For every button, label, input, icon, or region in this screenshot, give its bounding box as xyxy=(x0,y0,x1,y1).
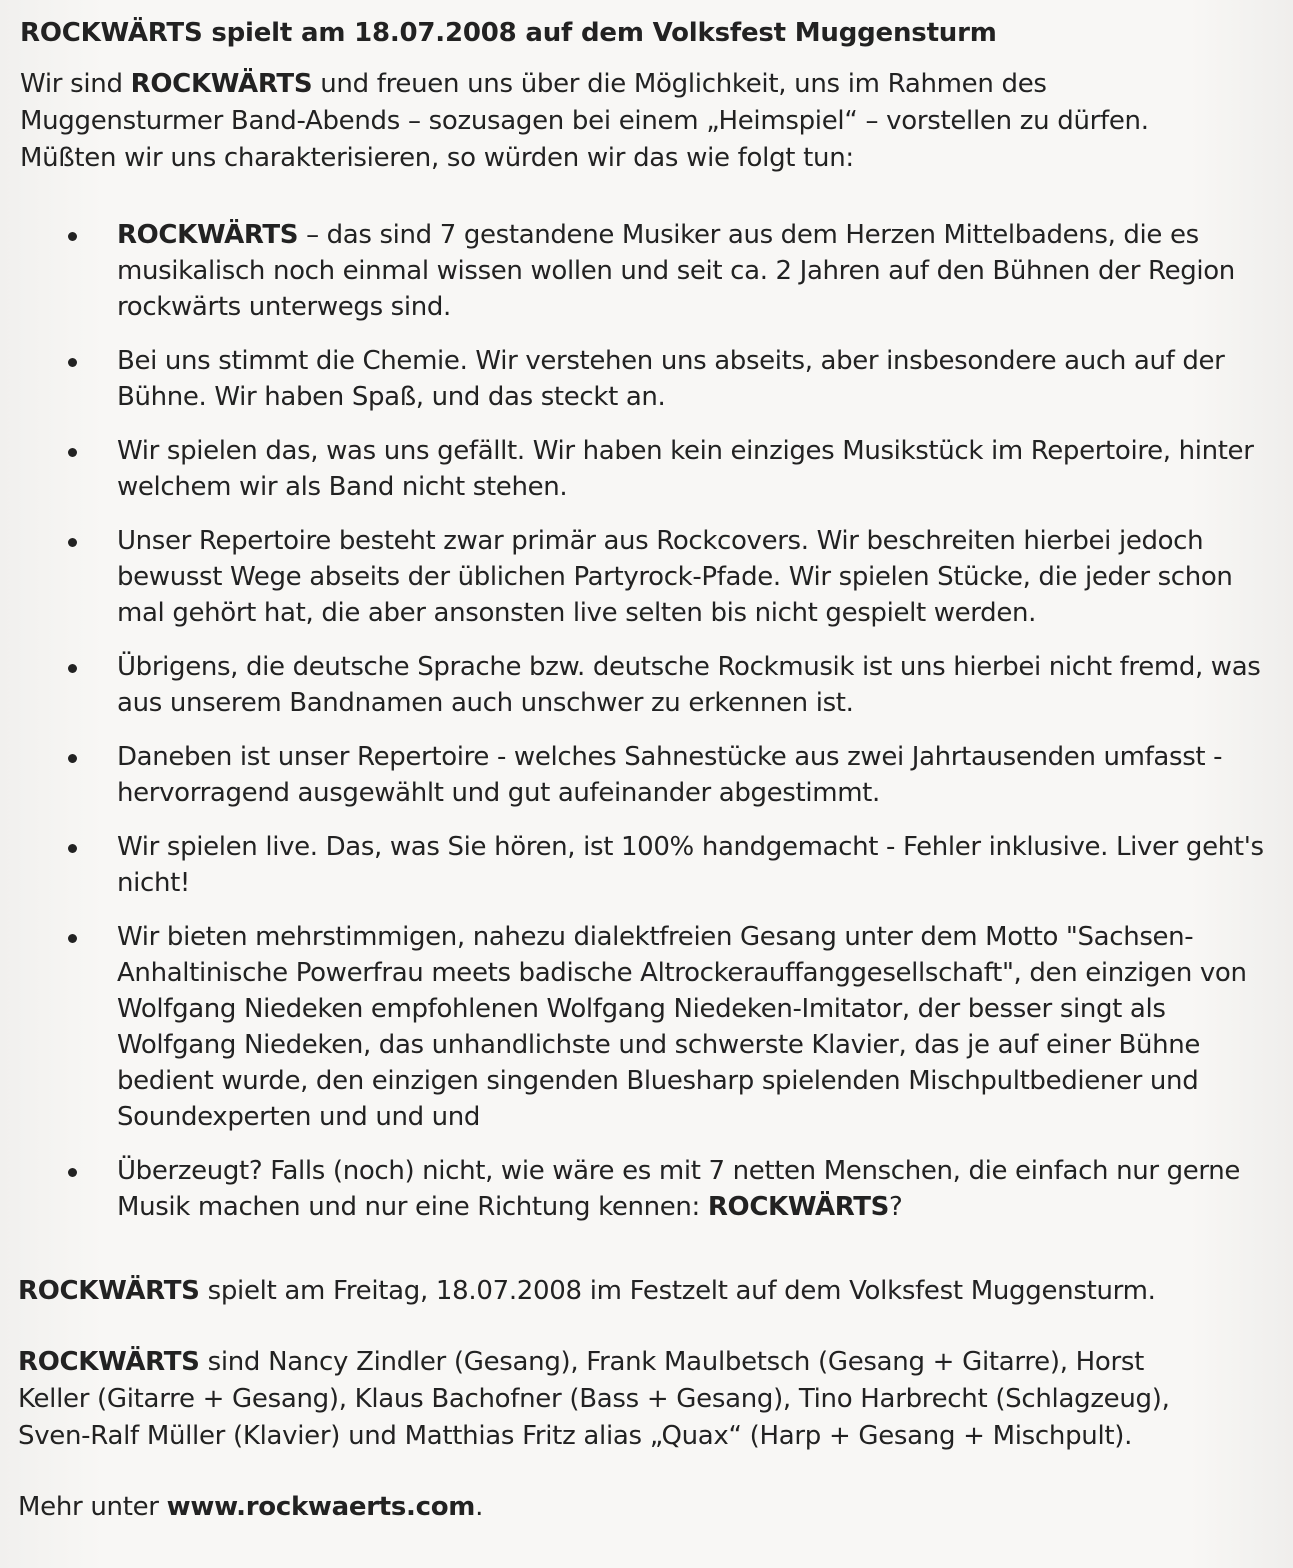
list-item-text: Wir spielen live. Das, was Sie hören, ist 100% handgemacht - Fehler inklusive. Liver geht's nicht! xyxy=(117,832,1264,898)
list-item-text: – das sind 7 gestandene Musiker aus dem Herzen Mittelbadens, die es musikalisch noch einmal wissen wollen und seit ca. 2 Jahren auf den Bühnen der Region rockwärts unterwegs sind. xyxy=(117,220,1235,322)
band-name: ROCKWÄRTS xyxy=(707,1192,890,1222)
list-item-text: Wir spielen das, was uns gefällt. Wir haben kein einziges Musikstück im Repertoire, hinter welchem wir als Band nicht stehen. xyxy=(117,436,1254,502)
more-prefix: Mehr unter xyxy=(18,1492,167,1522)
band-name: ROCKWÄRTS xyxy=(18,1276,200,1306)
bullet-icon xyxy=(68,844,77,853)
list-item-text: Bei uns stimmt die Chemie. Wir verstehen uns abseits, aber insbesondere auch auf der Bühne. Wir haben Spaß, und das steckt an. xyxy=(117,346,1225,412)
list-item-text: Wir bieten mehrstimmigen, nahezu dialektfreien Gesang unter dem Motto "Sachsen-Anhaltinische Powerfrau meets badische Altrockerauffanggesellschaft", den einzigen von Wolfgang Niedeken empfohlenen Wolfgang Niedeken-Imitator, der besser singt als Wolfgang Niedeken, das unhandlichste und schwerste Klavier, das je auf einer Bühne bedient wurde, den einzigen singenden Bluesharp spielenden Mischpultbediener und Soundexperten und und und xyxy=(117,922,1247,1132)
bullet-icon xyxy=(68,538,77,547)
bullet-icon xyxy=(68,358,77,367)
headline: ROCKWÄRTS spielt am 18.07.2008 auf dem Volksfest Muggensturm xyxy=(20,18,997,48)
list-item-text: Daneben ist unser Repertoire - welches Sahnestücke aus zwei Jahrtausenden umfasst - hervorragend ausgewählt und gut aufeinander abgestimmt. xyxy=(117,742,1223,808)
bullet-icon xyxy=(68,1168,77,1177)
band-name: ROCKWÄRTS xyxy=(130,69,313,99)
intro-paragraph xyxy=(20,66,1273,177)
list-item xyxy=(18,523,1273,631)
bullet-icon xyxy=(68,232,77,241)
intro-line2: Muggensturmer Band-Abends – sozusagen bei einem „Heimspiel“ – vorstellen zu dürfen. xyxy=(20,106,1149,136)
bullet-icon xyxy=(68,664,77,673)
members-paragraph xyxy=(18,1344,1273,1455)
intro-line1-pre: Wir sind xyxy=(20,69,131,99)
list-item xyxy=(18,739,1273,811)
list-item-tail: ? xyxy=(889,1192,903,1222)
bullet-icon xyxy=(68,934,77,943)
feature-list xyxy=(18,217,1273,1225)
date-text: spielt am Freitag, 18.07.2008 im Festzelt auf dem Volksfest Muggensturm. xyxy=(199,1276,1156,1306)
website-link[interactable]: www.rockwaerts.com xyxy=(166,1492,476,1522)
more-suffix: . xyxy=(475,1492,484,1522)
members-line2: Keller (Gitarre + Gesang), Klaus Bachofner (Bass + Gesang), Tino Harbrecht (Schlagzeug), xyxy=(18,1384,1170,1414)
band-name: ROCKWÄRTS xyxy=(18,1347,200,1377)
list-item xyxy=(18,829,1273,901)
bullet-icon xyxy=(68,448,77,457)
list-item xyxy=(18,343,1273,415)
members-line3: Sven-Ralf Müller (Klavier) und Matthias Fritz alias „Quax“ (Harp + Gesang + Mischpult). xyxy=(18,1421,1133,1451)
list-item xyxy=(18,919,1273,1135)
intro-line1-post: und freuen uns über die Möglichkeit, uns im Rahmen des xyxy=(312,69,1047,99)
members-line1: sind Nancy Zindler (Gesang), Frank Maulbetsch (Gesang + Gitarre), Horst xyxy=(199,1347,1145,1377)
list-item-text: Übrigens, die deutsche Sprache bzw. deutsche Rockmusik ist uns hierbei nicht fremd, was aus unserem Bandnamen auch unschwer zu erkennen ist. xyxy=(117,652,1261,718)
list-item xyxy=(18,1153,1273,1225)
date-paragraph xyxy=(18,1273,1273,1310)
list-item-text: Unser Repertoire besteht zwar primär aus Rockcovers. Wir beschreiten hierbei jedoch bewusst Wege abseits der üblichen Partyrock-Pfade. Wir spielen Stücke, die jeder schon mal gehört hat, die aber ansonsten live selten bis nicht gespielt werden. xyxy=(117,526,1233,628)
bullet-icon xyxy=(68,754,77,763)
list-item xyxy=(18,649,1273,721)
intro-line3: Müßten wir uns charakterisieren, so würden wir das wie folgt tun: xyxy=(20,143,854,173)
list-item-text: Überzeugt? Falls (noch) nicht, wie wäre es mit 7 netten Menschen, die einfach nur gerne Musik machen und nur eine Richtung kennen: xyxy=(117,1156,1241,1222)
list-item xyxy=(18,433,1273,505)
more-info-paragraph xyxy=(18,1489,1273,1526)
list-item xyxy=(18,217,1273,325)
band-name: ROCKWÄRTS xyxy=(117,220,299,250)
